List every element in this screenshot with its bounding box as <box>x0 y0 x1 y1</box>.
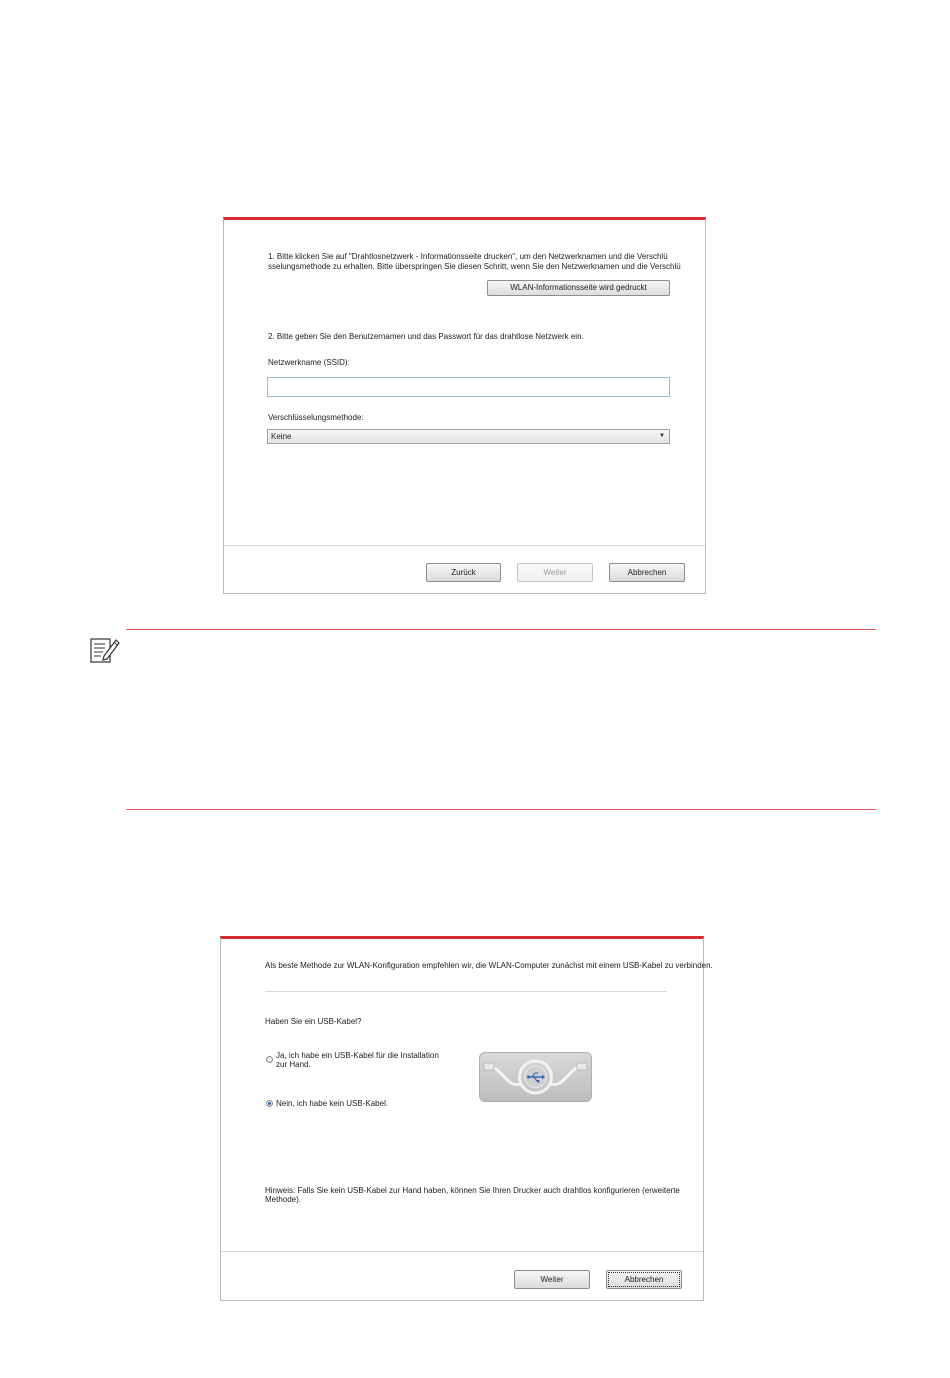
radio-yes-usb[interactable] <box>266 1056 273 1063</box>
encryption-label: Verschlüsselungsmethode: <box>268 413 364 422</box>
option-no-label: Nein, ich habe kein USB-Kabel. <box>276 1099 389 1108</box>
intro-text: Als beste Methode zur WLAN-Konfiguration empfehlen wir, die WLAN-Computer zunächst mit einem USB-Kabel zu verbinden. <box>265 961 713 970</box>
intro-divider <box>265 991 667 992</box>
option-yes-label-line2: zur Hand. <box>276 1060 311 1069</box>
option-yes-label-line1: Ja, ich habe ein USB-Kabel für die Installation <box>276 1051 439 1060</box>
note-top-rule <box>126 629 876 630</box>
cancel-button[interactable]: Abbrechen <box>609 563 685 582</box>
note-bottom-rule <box>126 809 876 810</box>
wlan-settings-dialog <box>223 217 706 594</box>
next-button[interactable]: Weiter <box>514 1270 590 1289</box>
ssid-label: Netzwerkname (SSID): <box>268 358 350 367</box>
step2-text: 2. Bitte geben Sie den Benutzernamen und das Passwort für das drahtlose Netzwerk ein. <box>268 332 584 341</box>
ssid-input[interactable] <box>267 377 670 397</box>
encryption-selected-value: Keine <box>271 432 292 441</box>
footer-divider <box>221 1251 703 1252</box>
step1-text-line2: sselungsmethode zu erhalten. Bitte überspringen Sie diesen Schritt, wenn Sie den Netzwerknamen und die Verschlü <box>268 262 681 271</box>
step1-text-line1: 1. Bitte klicken Sie auf "Drahtlosnetzwerk - Informationsseite drucken", um den Netzwerknamen und die Verschlü <box>268 252 668 261</box>
hint-text-line2: Methode). <box>265 1195 302 1204</box>
usb-cable-icon <box>479 1052 592 1102</box>
usb-cable-dialog <box>220 936 713 1301</box>
radio-no-usb[interactable] <box>266 1100 273 1107</box>
back-button[interactable]: Zurück <box>426 563 501 582</box>
print-wlan-info-button[interactable]: WLAN-Informationsseite wird gedruckt <box>487 280 670 296</box>
footer-divider <box>224 545 705 546</box>
note-icon <box>90 636 120 664</box>
cancel-button[interactable]: Abbrechen <box>606 1270 682 1289</box>
next-button[interactable]: Weiter <box>517 563 593 582</box>
usb-question: Haben Sie ein USB-Kabel? <box>265 1017 362 1026</box>
hint-text-line1: Hinweis: Falls Sie kein USB-Kabel zur Hand haben, können Sie Ihren Drucker auch drahtlos konfigurieren (erweiterte <box>265 1186 680 1195</box>
encryption-select[interactable] <box>267 429 670 444</box>
dropdown-arrow-icon: ▼ <box>659 433 665 439</box>
